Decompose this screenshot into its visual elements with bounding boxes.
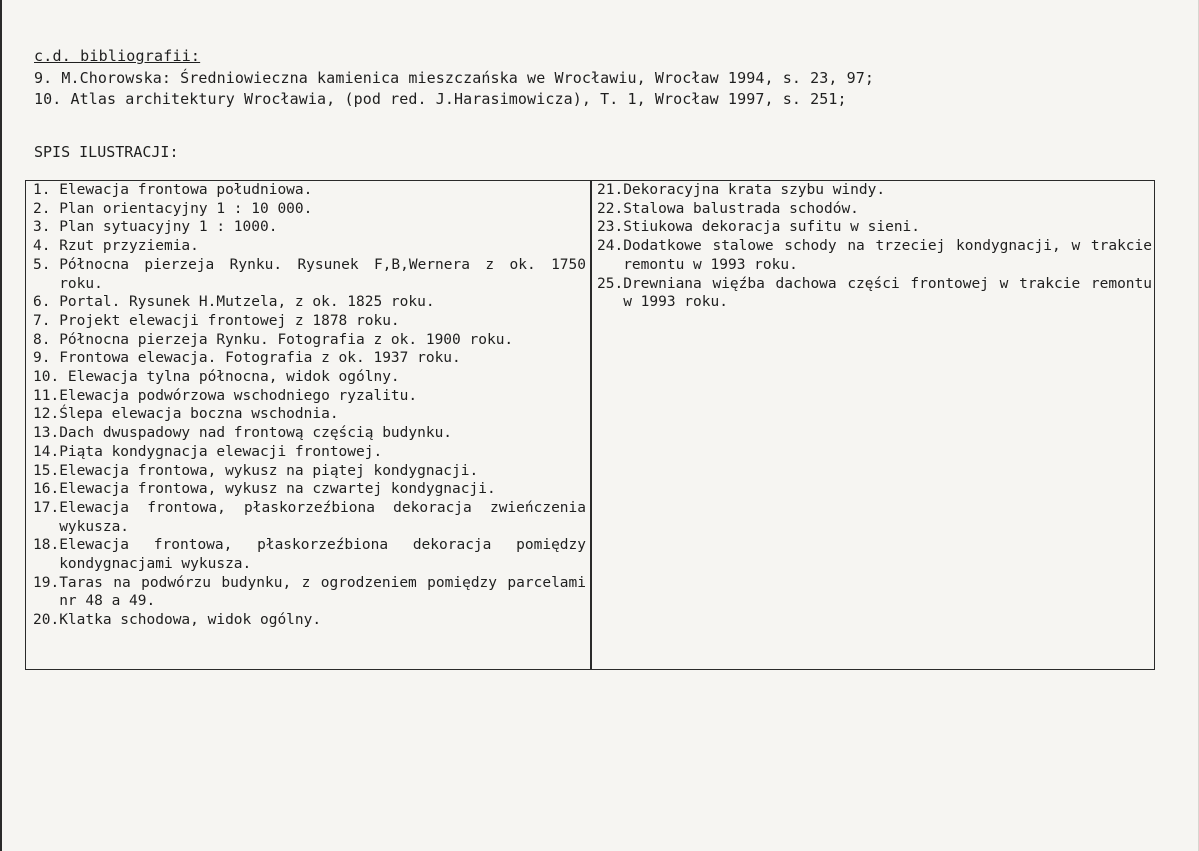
item-text: Piąta kondygnacja elewacji frontowej. bbox=[59, 443, 383, 460]
bibliography-heading: c.d. bibliografii: bbox=[34, 47, 201, 65]
item-text: Ślepa elewacja boczna wschodnia. bbox=[59, 406, 339, 423]
item-number: 5. bbox=[33, 256, 60, 273]
list-item bbox=[33, 611, 586, 630]
list-item bbox=[597, 200, 1152, 219]
item-number: 23. bbox=[597, 219, 624, 236]
list-item bbox=[33, 536, 586, 573]
list-item bbox=[33, 499, 586, 536]
item-number: 14. bbox=[33, 443, 60, 460]
item-number: 1. bbox=[33, 182, 60, 198]
list-item bbox=[33, 181, 586, 200]
item-number: 10. bbox=[33, 369, 68, 386]
bibliography-entry: 10. Atlas architektury Wrocławia, (pod red. J.Harasimowicza), T. 1, Wrocław 1997, s. 251; bbox=[34, 90, 847, 108]
item-text: Dekoracyjna krata szybu windy. bbox=[623, 182, 886, 198]
list-item bbox=[33, 480, 586, 499]
bibliography-entry: 9. M.Chorowska: Średniowieczna kamienica mieszczańska we Wrocławiu, Wrocław 1994, s. 23, 97; bbox=[34, 69, 875, 87]
list-item bbox=[33, 368, 586, 387]
item-text: Plan sytuacyjny 1 : 1000. bbox=[59, 219, 278, 236]
item-text: Elewacja frontowa, wykusz na piątej kondygnacji. bbox=[59, 462, 479, 479]
list-item bbox=[33, 331, 586, 350]
item-text: Elewacja podwórzowa wschodniego ryzalitu. bbox=[59, 387, 418, 404]
list-item bbox=[33, 256, 586, 293]
item-text: Klatka schodowa, widok ogólny. bbox=[59, 612, 322, 629]
list-item bbox=[33, 218, 586, 237]
item-text: Plan orientacyjny 1 : 10 000. bbox=[59, 200, 313, 217]
list-item bbox=[33, 574, 586, 611]
list-item bbox=[597, 218, 1152, 237]
item-text: Projekt elewacji frontowej z 1878 roku. bbox=[59, 312, 400, 329]
item-text: Dodatkowe stalowe schody na trzeciej kondygnacji, w trakcie remontu w 1993 roku. bbox=[623, 238, 1152, 273]
item-number: 9. bbox=[33, 350, 60, 367]
item-text: Taras na podwórzu budynku, z ogrodzeniem pomiędzy parcelami nr 48 a 49. bbox=[59, 574, 586, 610]
item-number: 16. bbox=[33, 481, 60, 498]
item-text: Portal. Rysunek H.Mutzela, z ok. 1825 roku. bbox=[59, 294, 435, 311]
list-item bbox=[33, 424, 586, 443]
item-number: 22. bbox=[597, 200, 624, 217]
item-text: Drewniana więźba dachowa części frontowej w trakcie remontu w 1993 roku. bbox=[623, 275, 1152, 311]
item-number: 17. bbox=[33, 499, 60, 516]
item-text: Dach dwuspadowy nad frontową częścią budynku. bbox=[59, 425, 453, 442]
list-item bbox=[33, 349, 586, 368]
item-number: 12. bbox=[33, 406, 60, 423]
item-number: 8. bbox=[33, 331, 60, 348]
item-text: Frontowa elewacja. Fotografia z ok. 1937 roku. bbox=[59, 350, 461, 367]
item-number: 18. bbox=[33, 537, 60, 554]
item-number: 4. bbox=[33, 238, 60, 255]
list-item bbox=[33, 405, 586, 424]
illustrations-table bbox=[25, 180, 1155, 670]
item-text: Elewacja frontowa, płaskorzeźbiona dekoracja pomiędzy kondygnacjami wykusza. bbox=[59, 537, 586, 573]
list-item bbox=[33, 387, 586, 406]
item-text: Elewacja frontowa południowa. bbox=[59, 182, 313, 198]
list-item bbox=[33, 237, 586, 256]
illustrations-left-column bbox=[33, 181, 586, 630]
item-text: Elewacja frontowa, wykusz na czwartej kondygnacji. bbox=[59, 481, 496, 498]
item-number: 24. bbox=[597, 238, 624, 255]
item-text: Elewacja frontowa, płaskorzeźbiona dekoracja zwieńczenia wykusza. bbox=[59, 499, 586, 535]
list-item bbox=[33, 443, 586, 462]
item-text: Stiukowa dekoracja sufitu w sieni. bbox=[623, 219, 921, 236]
item-number: 25. bbox=[597, 275, 624, 292]
list-item bbox=[33, 293, 586, 312]
list-item bbox=[597, 237, 1152, 274]
item-text: Północna pierzeja Rynku. Rysunek F,B,Wernera z ok. 1750 roku. bbox=[59, 256, 586, 292]
list-item bbox=[597, 275, 1152, 312]
item-text: Rzut przyziemia. bbox=[59, 238, 199, 255]
list-item bbox=[597, 181, 1152, 200]
item-number: 6. bbox=[33, 294, 60, 311]
item-number: 21. bbox=[597, 182, 624, 198]
item-text: Północna pierzeja Rynku. Fotografia z ok. 1900 roku. bbox=[59, 331, 514, 348]
item-number: 19. bbox=[33, 574, 60, 591]
item-text: Stalowa balustrada schodów. bbox=[623, 200, 859, 217]
item-number: 15. bbox=[33, 462, 60, 479]
item-number: 11. bbox=[33, 387, 60, 404]
list-item bbox=[33, 200, 586, 219]
item-number: 3. bbox=[33, 219, 60, 236]
column-divider bbox=[590, 181, 592, 669]
illustrations-right-column bbox=[597, 181, 1152, 312]
item-text: Elewacja tylna północna, widok ogólny. bbox=[67, 369, 400, 386]
list-item bbox=[33, 312, 586, 331]
item-number: 7. bbox=[33, 312, 60, 329]
illustrations-heading: SPIS ILUSTRACJI: bbox=[34, 143, 179, 161]
item-number: 13. bbox=[33, 425, 60, 442]
list-item bbox=[33, 462, 586, 481]
item-number: 20. bbox=[33, 612, 60, 629]
item-number: 2. bbox=[33, 200, 60, 217]
